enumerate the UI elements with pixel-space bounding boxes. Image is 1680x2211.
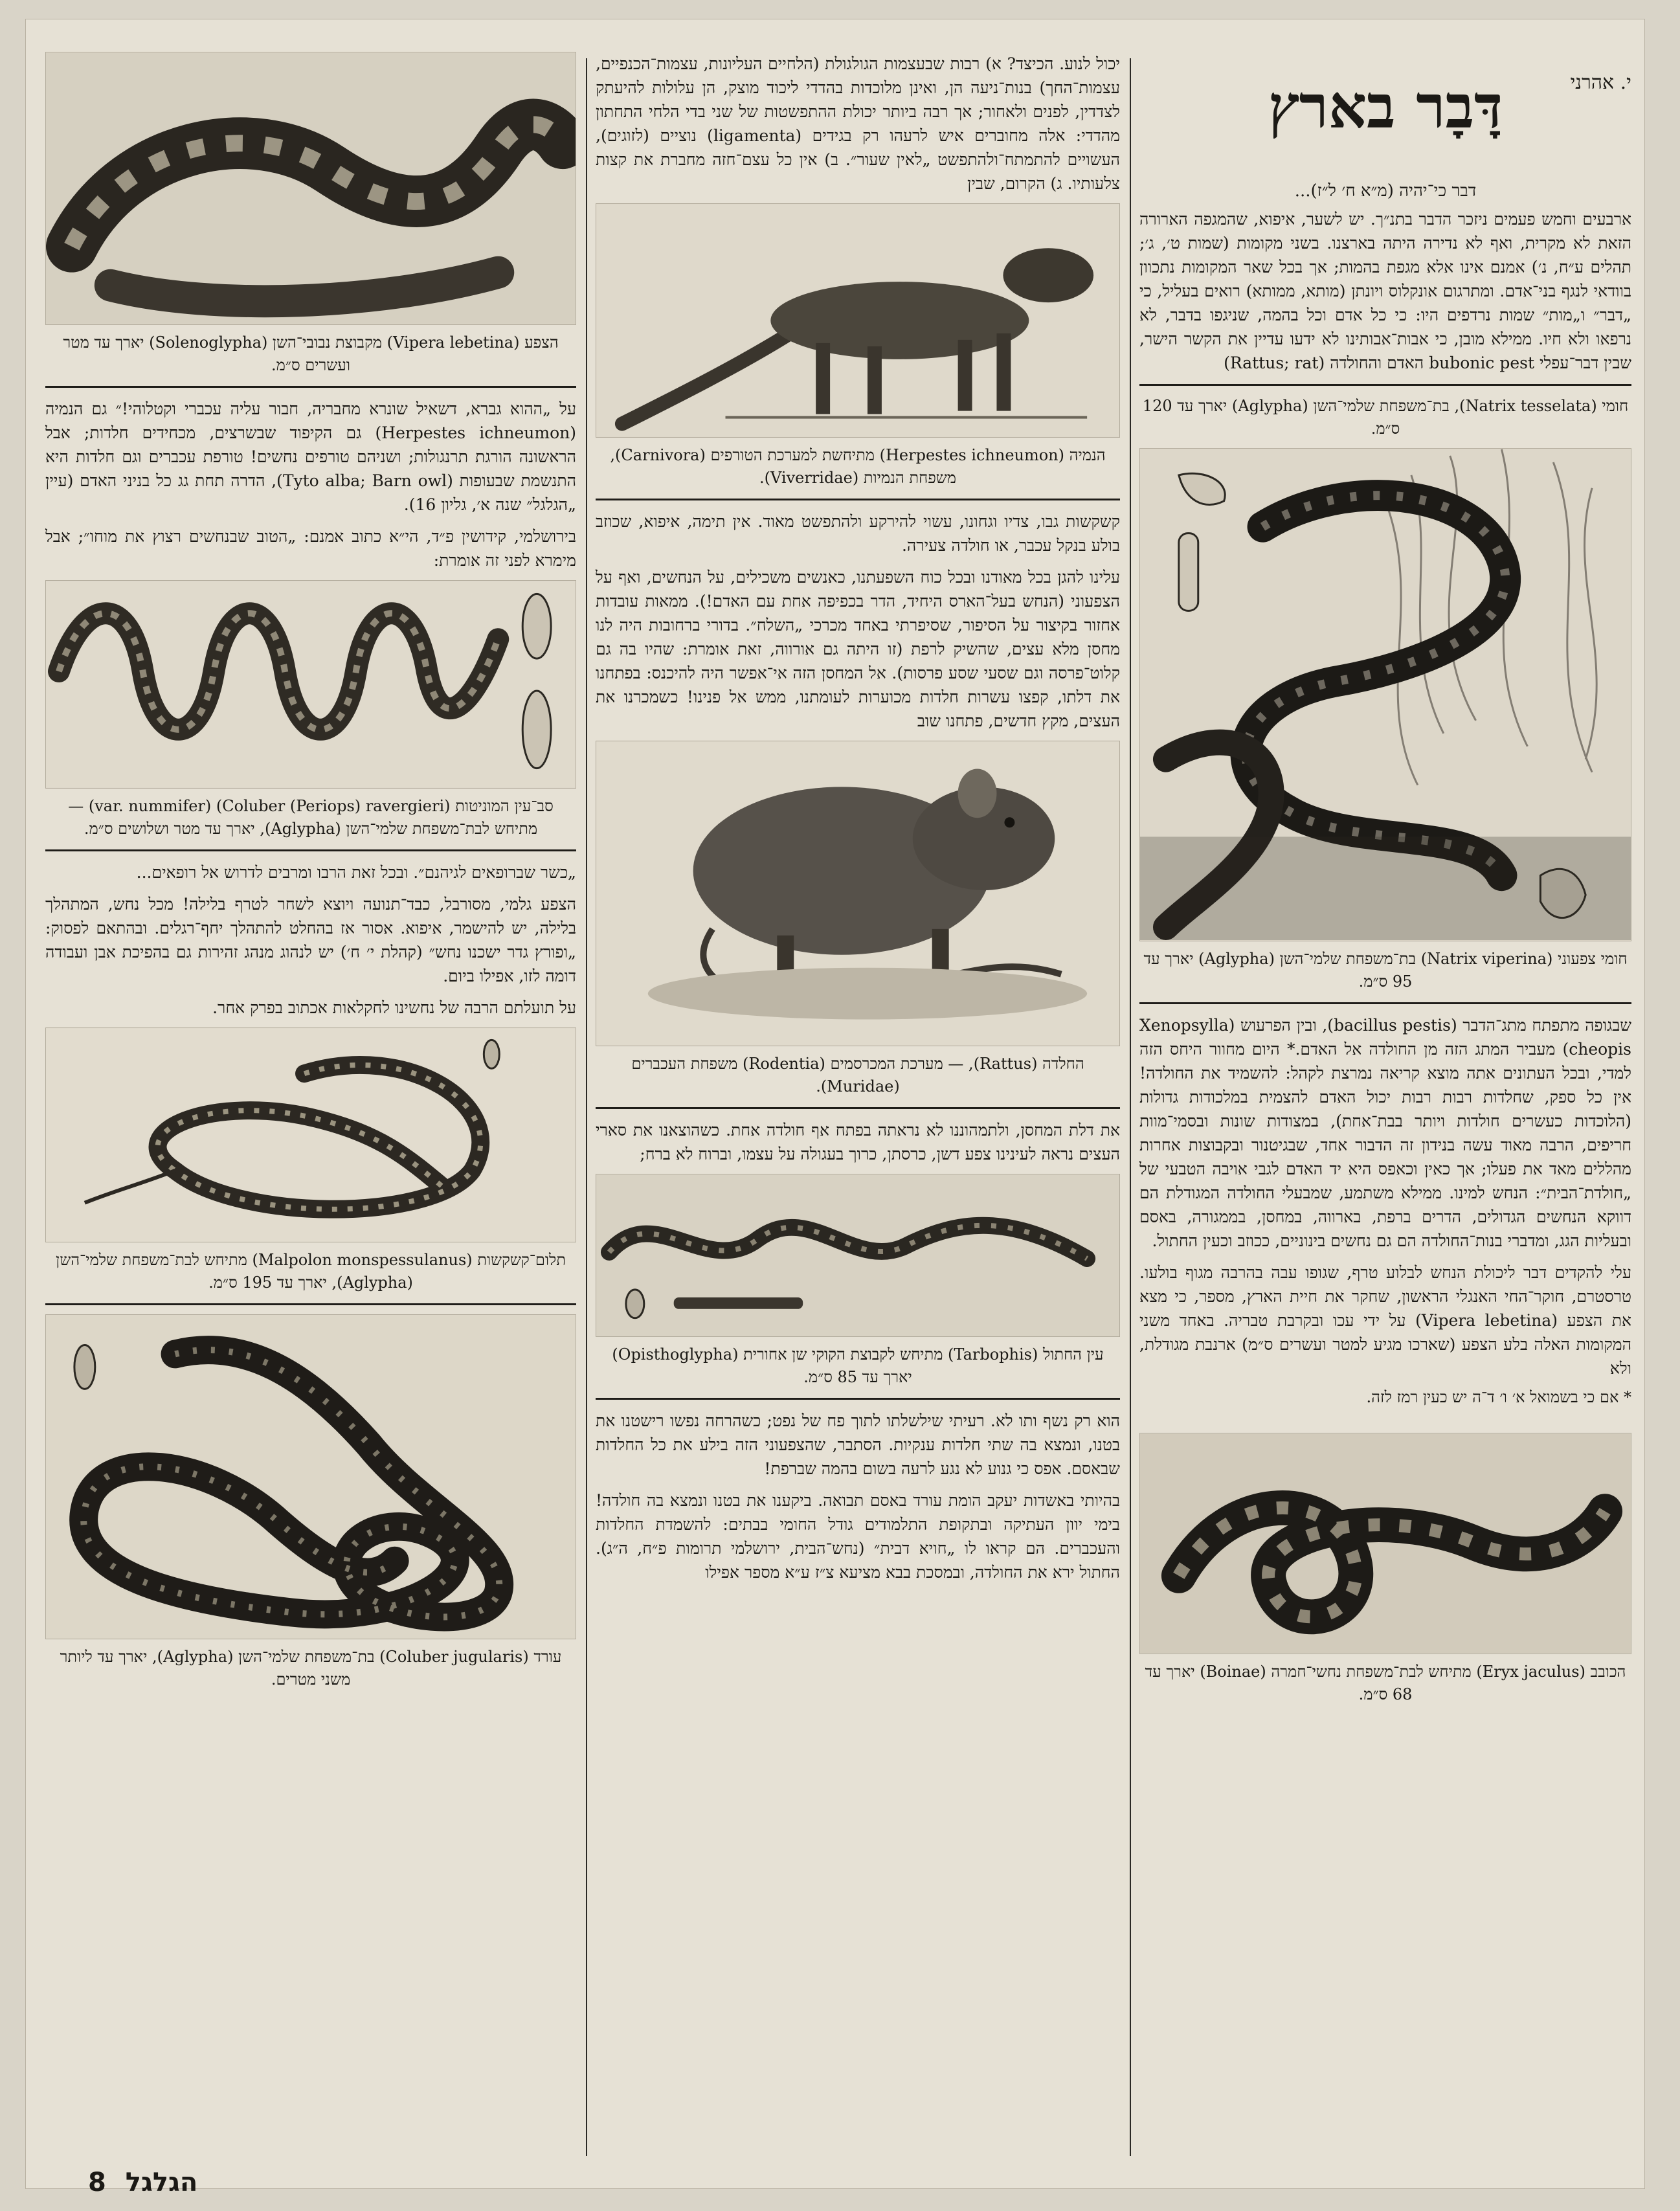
article-paragraph: בהיותי באשדות יעקב הומת עורד באסם תבואה. ביקענו את בטנו ונמצא בה חולדה! בימי יוון העתיקה ובתקופת התלמודים גודל החומי בבתים: להשמדת החלדות והעכברים. הם קראו לו „חויא דבית״ (נחש־הבית, ירושלמי תרומות פ״ח, ה״ג). החתול ירא את החולדה, ובמסכת בבא מציעא צ״ז ע״א מספר אפילו [596, 1491, 1120, 1582]
figure-caption: סב־עין המוניטות (Coluber (Periops) ravergieri) (var. nummifer) — מתיחש לבת־משפחת שלמי־השן (Aglypha), יארך עד מטר ושלושים ס״מ. [68, 797, 554, 838]
rat-illustration [596, 741, 1119, 1046]
article-paragraph: „כשר שברופאים לגיהנם״. ובכל זאת הרבו ומרבים לדרוש אל רופאים... [136, 863, 576, 882]
article-paragraph: ארבעים וחמש פעמים ניזכר הדבר בתנ״ך. יש לשער, איפוא, שהמגפה הארורה הזאת לא מקרית, ואף לא נדירה היתה בארצנו. בשני מקומות (שמות ט׳, ג׳; תהלים ע״ח, נ׳) אמנם אינו אלא מגפת בהמות; אך בכל שאר המקומות נתכוון בוודאי לנגף בני־אדם. ומתרגום אונקלוס ויונתן (מותא, ממותא) רואים בעליל, כי „דבר״ ו„מות״ שמות נרדפים היו: כי כל אדם וכל בהמה, שניגפו בדבר, לא נרפאו ולא חיו. ממילא מובן, כי אבות־אבותינו לא ידעו עדיין את הקשר הישר, שבין דבר־עפלי bubonic pest האדם והחולדה (Rattus; rat) [1139, 210, 1631, 372]
article-paragraph: הצפע גלמי, מסורבל, כבד־תנועה ויוצא לשחר לטרף בלילה! מכל נחש, המתהלך בלילה, יש להישמר, איפוא. אסור אז בהחלט להתהלך יחף־רגלים. ובהתאם לפסוק: „ופורץ גדר ישכנו נחש״ (קהלת י׳ ח׳) יש לנהוג מנהג זהירות גם בהפיכת אבן ועבודה דומה לזו, אפילו ביום. [45, 895, 576, 985]
article-paragraph: על „ההוא גברא, דשאיל שונרא מחבריה, חבור עליה עכברי וקטלוהי!״ גם הנמיה (Herpestes ichneumon) גם הקיפוד שבשרצים, מכחידים חלדות; אבל הראשונה הורגת תרנגולות; ושניהם טורפים נחשים! טורפת עכברים וגם חלדות היא התנשמת שבעופות (Tyto alba; Barn owl), הדרה תחת גג כל בניני האדם (עיין „הגלגל״ שנה א׳, גליון 16). [45, 399, 576, 514]
figure-tarbophis-illustration [596, 1174, 1120, 1337]
figure-caption: חומי צפעוני (Natrix viperina) בת־משפחת שלמי־השן (Aglypha) יארך עד 95 ס״מ. [1143, 950, 1628, 991]
figure-caption: עין החתול (Tarbophis) מתיחש לקבוצת הקוקי שן אחורית (Opisthoglypha) יארך עד 85 ס״מ. [612, 1345, 1104, 1386]
article-paragraph: עלינו להגן בכל מאודנו ובכל כוח השפעתנו, כאנשים משכילים, על הנחשים, ואף על הצפעוני (הנחש בעל־הארס היחיד, הדר בכפיפה אחת עם האדם!). ממאות עובדות אחזור בקיצור על הסיפור, שסיפרתי באחד מכרכי „השלח״. בדורי ברחובות היה לנו מחסן מלא עצים, שהשיק לרפת (זו היתה גם אורווה, זאת אומרת: שהיו בה גם קלוט־פרסה וגם שסעי שסע פרסות). אל המחסן הזה אי־אפשר היה להיכנס: בפתחנו את דלתו, קפצו עשרות חלדות מכוערות לעומתנו, ממש אל פנינו! כשמכרנו את העצים, מקץ חדשים, פתחנו שוב [596, 568, 1120, 730]
figure-caption: הצפע (Vipera lebetina) מקבוצת נבובי־השן (Solenoglypha) יארך עד מטר ועשרים ס״מ. [63, 333, 559, 374]
article-paragraph: קשקשות גבו, צדיו וגחונו, עשוי להירקע ולהתפשט מאוד. אין תימה, איפוא, שכוזב בולע בנקל עכבר, או חולדה צעירה. [596, 512, 1120, 555]
middle-column [596, 52, 1120, 1592]
author-name: י. אהרני [1570, 71, 1631, 94]
snake-illustration [1140, 449, 1631, 941]
figure-caption: תלום־קשקשות (Malpolon monspessulanus) מתיחש לבת־משפחת שלמי־השן (Aglypha), יארך עד 195 ס״מ. [56, 1251, 566, 1292]
figure-coluber-ravergieri-illustration [45, 580, 576, 789]
snake-illustration [46, 1315, 576, 1639]
divider [596, 1107, 1120, 1109]
article-subhead: דבר כי־יהיה (מ״א ח׳ ל״ז)... [1294, 181, 1477, 201]
page-number: 8 [88, 2168, 106, 2197]
footnote: * אם כי בשמואל א׳ ו׳ ד־ה יש כעין רמז לזה. [1366, 1388, 1631, 1406]
article-paragraph: הוא רק נשף ותו לא. רעיתי שילשלתו לתוך פח של נפט; כשהרחה נפשו רישטנו את בטנו, ונמצא בה שתי חלדות ענקיות. הסתבר, שהצפעוני הזה בילע את כל החלדות שבאסם. אפס כי גנוע לא נגע לרעה בשום בהמה שברפת! [596, 1411, 1120, 1478]
article-paragraph: יכול לנוע. הכיצד? א) רבות שבעצמות הגולגולת (הלחיים העליונות, עצמות־הכנפיים, עצמות־החך) בנות־ניעה הן, ואינן מלוכדות בהדדי ליכוד מוצק, הן עלולות להיעתק לצדדין, לפנים ולאחור; אך רבה ביותר יכולת ההתפשטות של שני בדי הלחי התחתון מהדדי: אלה מחוברים איש לרעהו רק בגידים (ligamenta) נוציים (לזוגים), העשויים להתמתח־ולהתפשט „לאין שעור״. ב) אין כל עצם־חזה מחברת את קצות צלעותיו. ג) הקרום, שבין [596, 54, 1121, 193]
figure-caption: הנמיה (Herpestes ichneumon) מתיחשת למערכת הטורפים (Carnivora), משפחת הנמיות (Viverridae). [610, 446, 1106, 487]
figure-caption: החלדה (Rattus), — מערכת המכרסמים (Rodentia) משפחת העכברים (Muridae). [631, 1055, 1084, 1095]
left-column [45, 52, 576, 1699]
divider [45, 386, 576, 388]
divider [45, 849, 576, 851]
magazine-name: הגלגל [125, 2168, 198, 2197]
right-column [1139, 52, 1631, 1714]
figure-caption: עורד (Coluber jugularis) בת־משפחת שלמי־השן (Aglypha), יארך עד ליותר משני מטרים. [60, 1648, 562, 1689]
column-rule [1130, 58, 1131, 2156]
snake-illustration [1140, 1433, 1631, 1654]
article-paragraph: שבגופה מתפתח מתג־הדבר (bacillus pestis), ובין הפרעוש (Xenopsylla cheopis) מעביר המתג הזה מן החולדה אל האדם.* היום מחוור היחס הזה למדי, ובכל העתונים אתה מוצא קריאה נמרצת לקהל: להשמיד את החולדה! אין כל ספק, שחלדות רבות רבות יכול האדם להצמית במלכודות גדולות (הלוכדות כעשרים חולדות ויותר בבת־אחת), במצודות שונות ובסמי־מוות חריפים, הרבה מאוד עשה בנידון זה הדבור אחד, שבגיטנור ובקבוצות אחרות מהללים מאד את פעלו; אך כאין וכאפס היא יד האדם לגבי אויבה הטבעי של „חולדת־הבית״: הנחש למינו. ממילא משתמע, שמבעלי החולדה המגודלת הם דווקא הנחשים הגדולים, הדרים ברפת, בארווה, במחסן, בממגורה, באסם ובעליות הגג, ומדברי בנות־החולדה הם גם נחשים בינוניים, ככוזב וכעין החתול. [1139, 1016, 1632, 1250]
divider [45, 1303, 576, 1305]
snake-illustration [46, 1028, 576, 1242]
figure-caption: חומי (Natrix tesselata), בת־משפחת שלמי־השן (Aglypha) יארך עד 120 ס״מ. [1142, 397, 1629, 438]
figure-rat-illustration [596, 741, 1120, 1046]
article-title: דָּבָר בארץ [1268, 72, 1503, 142]
figure-vipera-photo [45, 52, 576, 325]
page-footer [78, 2168, 197, 2197]
divider [1139, 384, 1631, 386]
snake-illustration [46, 52, 576, 324]
snake-illustration [596, 1174, 1119, 1336]
divider [1139, 1002, 1631, 1004]
figure-mongoose-illustration [596, 203, 1120, 438]
figure-natrix-illustration [1139, 448, 1631, 941]
article-paragraph: עלי להקדים דבר ליכולת הנחש לבלוע טרף, שגופו עבה בהרבה מגוף בולעו. טרסטרם, חוקר־החי האנגלי הראשון, שחקר את חיית הארץ, מספר, כי מצא את הצפע (Vipera lebetina) על ידי עכו ובקרבת טבריה. באחד משני המקומות האלה בלע הצפע (שארכו מגיע למטר ועשרים ס״מ) ארנבת מגודלת, ולא [1139, 1263, 1632, 1378]
divider [596, 1398, 1120, 1400]
divider [596, 499, 1120, 500]
figure-coluber-jugularis-illustration [45, 1314, 576, 1639]
figure-caption: הכובב (Eryx jaculus) מתיחש לבת־משפחת נחשי־חמרה (Boinae) יארך עד 68 ס״מ. [1145, 1663, 1626, 1703]
figure-malpolon-illustration [45, 1027, 576, 1242]
mongoose-illustration [596, 204, 1119, 437]
article-paragraph: על תועלתם הרבה של נחשינו לחקלאות אכתוב בפרק אחר. [212, 998, 576, 1017]
snake-illustration [46, 581, 576, 788]
article-paragraph: את דלת המחסן, ולתמהוננו לא נראתה בפתח אף חולדה אחת. כשהוצאנו את סארי העצים נראה לעינינו צפע דשן, כרסתן, כרוך בעגולה על עצמו, וברוח לא ברח; [596, 1121, 1120, 1163]
article-paragraph: בירושלמי, קידושין פ״ד, הי״א כתוב אמנם: „הטוב שבנחשים רצוץ את מוחו״; אבל מימרא לפני זה אומרת: [45, 527, 576, 570]
column-rule [586, 58, 587, 2156]
magazine-page [26, 19, 1644, 2197]
figure-eryx-photo [1139, 1433, 1631, 1654]
